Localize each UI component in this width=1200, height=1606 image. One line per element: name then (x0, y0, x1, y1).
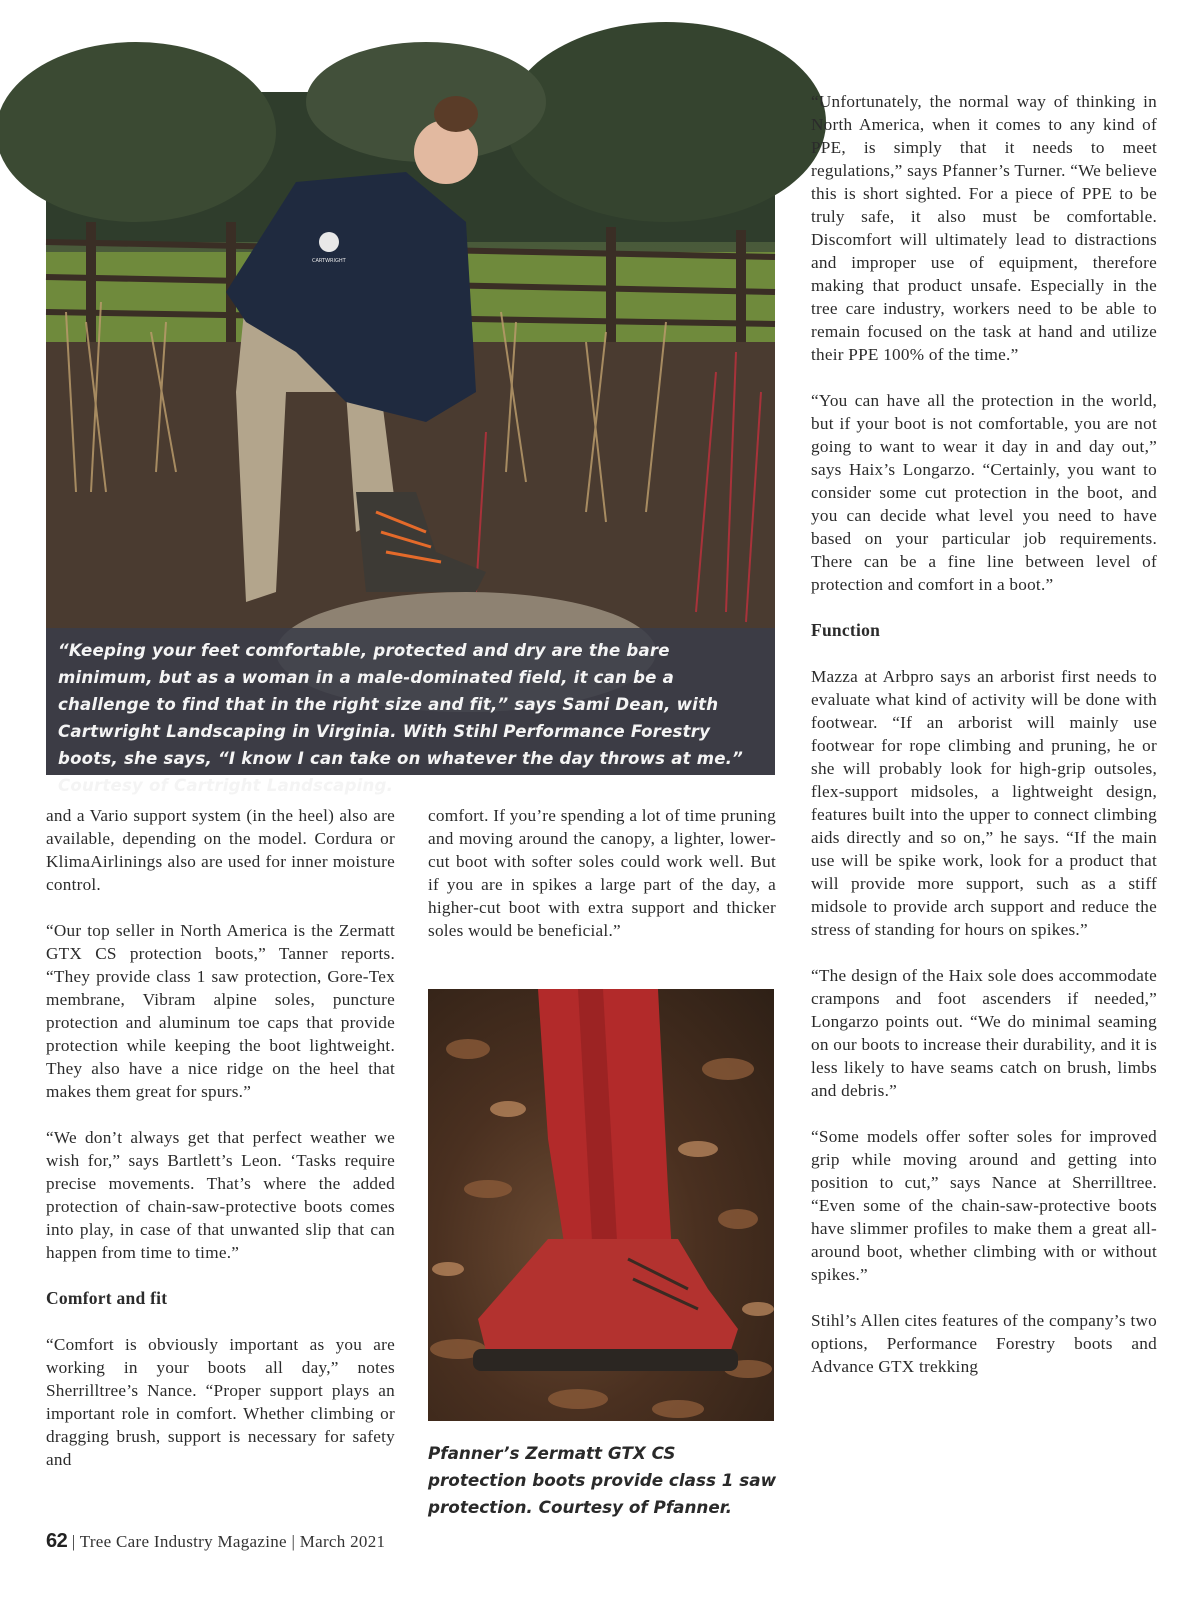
footer-publication: | Tree Care Industry Magazine | March 2021 (67, 1532, 386, 1551)
main-photo (46, 92, 775, 795)
paragraph: “You can have all the protection in the world, but if your boot is not comfortable, you are not going to want to wear it day in and day out,” says Haix’s Longarzo. “Certainly, you want to consider some cut protection in the boot, and you can decide what level you need to have based on your particular job requirements. There can be a fine line between level of protection and comfort in a boot.” (811, 391, 1157, 594)
middle-text-column (428, 804, 776, 965)
paragraph: comfort. If you’re spending a lot of time pruning and moving around the canopy, a lighter, lower-cut boot with softer soles could work well. But if you are in spikes a large part of the day, a higher-cut boot with extra support and thicker soles would be beneficial.” (428, 806, 776, 940)
page-number: 62 (46, 1530, 68, 1552)
main-photo-caption: “Keeping your feet comfortable, protected and dry are the bare minimum, but as a woman in a male-dominated field, it can be a challenge to find that in the right size and fit,” says Sami Dean, with Cartwright Landscaping in Virginia. With Stihl Performance Forestry boots, she says, “I know I can take on whatever the day throws at me.” Courtesy of Cartright Landscaping. (58, 641, 744, 795)
left-text-column (46, 804, 395, 1494)
right-text-column (811, 90, 1157, 1401)
paragraph: “Unfortunately, the normal way of thinking in North America, when it comes to any kind of PPE, is simply that it needs to meet regulations,” says Pfanner’s Turner. “We believe this is short sighted. For a piece of PPE to be truly safe, it also must be comfortable. Discomfort will ultimately lead to distractions and improper use of equipment, therefore making that product unsafe. Especially in the tree care industry, workers need to be able to remain focused on the task at hand and utilize their PPE 100% of the time.” (811, 92, 1157, 364)
paragraph: “Our top seller in North America is the Zermatt GTX CS protection boots,” Tanner reports. “They provide class 1 saw protection, Gore-Tex membrane, Vibram alpine soles, puncture protection and aluminum toe caps that provide protection while keeping the boot lightweight. They also have a nice ridge on the heel that makes them great for spurs.” (46, 921, 395, 1101)
paragraph: “We don’t always get that perfect weather we wish for,” says Bartlett’s Leon. ‘Tasks require precise movements. That’s where the added protection of chain-saw-protective boots comes into play, in case of that unwanted slip that can happen from time to time.” (46, 1128, 395, 1262)
red-boot-illustration (428, 989, 774, 1421)
paragraph: “The design of the Haix sole does accommodate crampons and foot ascenders if needed,” Longarzo points out. “We do minimal seaming on our boots to increase their durability, and it is less likely to have seams catch on brush, limbs and debris.” (811, 966, 1158, 1100)
section-heading-function: Function (811, 620, 881, 640)
paragraph: and a Vario support system (in the heel) also are available, depending on the model. Cordura or KlimaAirlinings also are used for inner moisture control. (46, 806, 395, 894)
paragraph: “Some models offer softer soles for improved grip while moving around and getting into position to cut,” says Nance at Sherrilltree. “Even some of the chain-saw-protective boots have slimmer profiles to make them a great all-around boot, whether climbing with or without spikes.” (811, 1127, 1157, 1284)
paragraph: Mazza at Arbpro says an arborist first needs to evaluate what kind of activity will be done with footwear. “If an arborist will mainly use footwear for rope climbing and pruning, he or she will probably look for high-grip outsoles, flex-support midsoles, a lightweight design, features built into the upper to connect climbing aids directly and so on,” he says. “If the main use will be spike work, look for a product that will provide more support, such as a stiff midsole to provide arch support and reduce the stress of standing for hours on spikes.” (811, 667, 1157, 939)
page-footer (46, 1530, 385, 1553)
paragraph: Stihl’s Allen cites features of the company’s two options, Performance Forestry boots and Advance GTX trekking (811, 1311, 1157, 1376)
svg-text:CARTWRIGHT: CARTWRIGHT (312, 258, 346, 264)
section-heading-comfort: Comfort and fit (46, 1288, 168, 1308)
boot-photo (428, 989, 774, 1421)
main-photo-caption-box (46, 628, 775, 795)
boot-photo-caption: Pfanner’s Zermatt GTX CS protection boots provide class 1 saw protection. Courtesy of Pfanner. (428, 1443, 777, 1517)
paragraph: “Comfort is obviously important as you are working in your boots all day,” notes Sherrilltree’s Nance. “Proper support plays an important role in comfort. Whether climbing or dragging brush, support is necessary for safety and (46, 1335, 395, 1469)
